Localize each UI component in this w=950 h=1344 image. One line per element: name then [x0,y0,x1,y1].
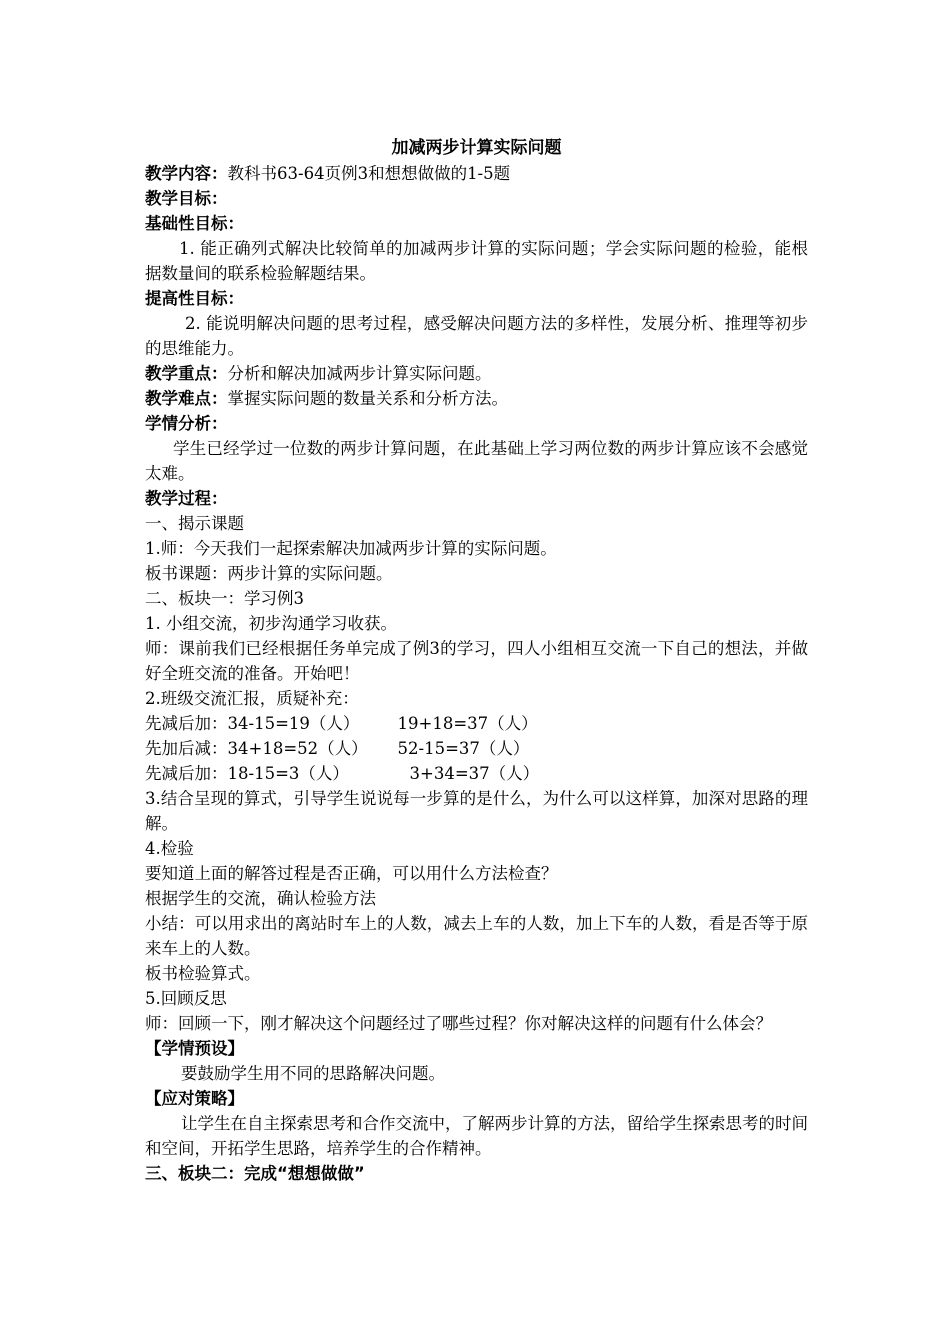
advanced-goal-text: 2. 能说明解决问题的思考过程，感受解决问题方法的多样性，发展分析、推理等初步的思维能力。 [145,314,808,358]
section-2-item-2: 2.班级交流汇报，质疑补充： [145,689,359,708]
difficulty-text: 掌握实际问题的数量关系和分析方法。 [227,389,508,408]
formula-step-2: 3+34=37（人） [409,764,540,783]
section-2-item-4: 4.检验 [145,839,194,858]
strategy-label: 【应对策略】 [145,1089,244,1108]
formula-row [145,736,808,761]
formula-step-1: 34-15=19（人） [227,714,360,733]
section-1-board: 板书课题：两步计算的实际问题。 [145,564,393,583]
advanced-goal-label: 提高性目标： [145,289,244,308]
formula-label: 先加后减： [145,739,228,758]
formula-row [145,711,808,736]
formula-step-2: 52-15=37（人） [397,739,530,758]
formula-step-2: 19+18=37（人） [397,714,538,733]
strategy-text: 让学生在自主探索思考和合作交流中，了解两步计算的方法，留给学生探索思考的时间和空间，开拓学生思路，培养学生的合作精神。 [145,1114,808,1158]
difficulty-label: 教学难点： [145,389,228,408]
key-point-text: 分析和解决加减两步计算实际问题。 [227,364,492,383]
analysis-label: 学情分析： [145,414,228,433]
section-3-title: 三、板块二：完成“想想做做” [145,1164,365,1183]
process-label: 教学过程： [145,489,228,508]
reflection: 师：回顾一下，刚才解决这个问题经过了哪些过程？你对解决这样的问题有什么体会？ [145,1014,772,1033]
teaching-content-label: 教学内容： [145,164,228,183]
section-2-teacher: 师：课前我们已经根据任务单完成了例3的学习，四人小组相互交流一下自己的想法，并做好全班交流的准备。开始吧！ [145,639,808,683]
section-2-item-5: 5.回顾反思 [145,989,227,1008]
section-2-item-3: 3.结合呈现的算式，引导学生说说每一步算的是什么，为什么可以这样算，加深对思路的理解。 [145,789,808,833]
document-page [145,136,808,1186]
difficulty [145,386,808,411]
formula-row [145,761,808,786]
key-point [145,361,808,386]
basic-goal-label: 基础性目标： [145,214,244,233]
preset-label: 【学情预设】 [145,1039,244,1058]
section-1-item-1: 1.师：今天我们一起探索解决加减两步计算的实际问题。 [145,539,557,558]
teaching-content [145,161,808,186]
formula-step-1: 34+18=52（人） [227,739,368,758]
teaching-content-text: 教科书63-64页例3和想想做做的1-5题 [227,164,511,183]
formula-label: 先减后加： [145,714,228,733]
document-title: 加减两步计算实际问题 [391,138,562,158]
formula-step-1: 18-15=3（人） [227,764,349,783]
section-2-title: 二、板块一：学习例3 [145,589,304,608]
summary: 小结：可以用求出的离站时车上的人数，减去上车的人数，加上下车的人数，看是否等于原来车上的人数。 [145,914,808,958]
section-2-item-1: 1. 小组交流，初步沟通学习收获。 [145,614,397,633]
preset-text: 要鼓励学生用不同的思路解决问题。 [181,1064,445,1083]
section-1-title: 一、揭示课题 [145,514,244,533]
check-question: 要知道上面的解答过程是否正确，可以用什么方法检查？ [145,864,558,883]
section-2-board: 板书检验算式。 [145,964,261,983]
key-point-label: 教学重点： [145,364,228,383]
check-confirm: 根据学生的交流，确认检验方法 [145,889,376,908]
analysis-text: 学生已经学过一位数的两步计算问题，在此基础上学习两位数的两步计算应该不会感觉太难。 [145,439,808,483]
formula-label: 先减后加： [145,764,228,783]
teaching-goals-label: 教学目标： [145,189,228,208]
basic-goal-text: 1. 能正确列式解决比较简单的加减两步计算的实际问题；学会实际问题的检验，能根据数量间的联系检验解题结果。 [145,239,808,283]
